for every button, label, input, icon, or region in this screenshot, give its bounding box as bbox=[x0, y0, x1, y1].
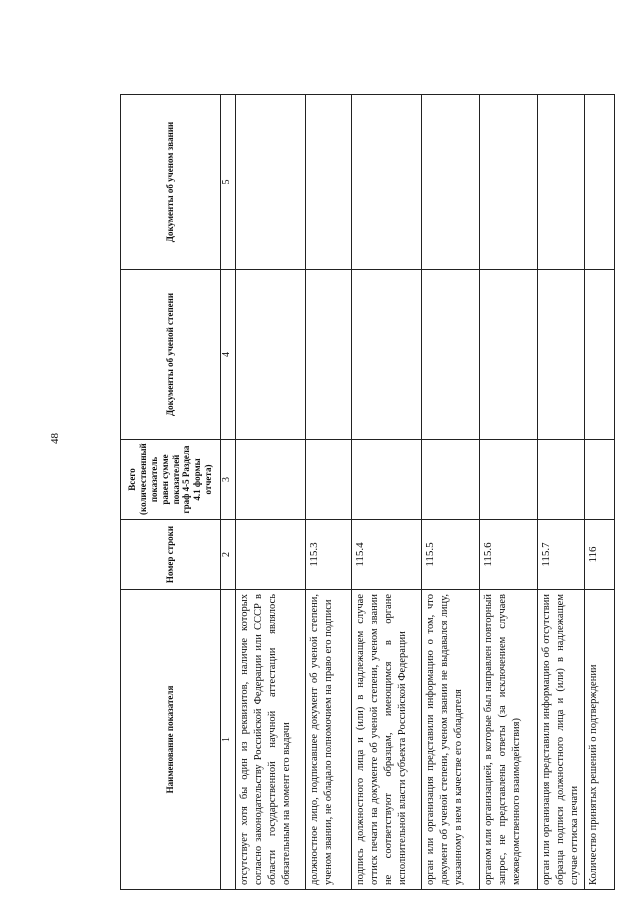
row-degree-cell bbox=[538, 270, 585, 440]
header-degree-documents: Документы об ученой степени bbox=[121, 270, 221, 440]
row-indicator-name: орган или организация представили информацию о том, что документ об ученой степени, ученом звании не выдавался лицу, указанному в нем в качестве его обладателя bbox=[422, 590, 480, 890]
row-total-cell bbox=[584, 440, 614, 520]
row-line-number bbox=[236, 520, 306, 590]
column-number: 3 bbox=[221, 440, 236, 520]
row-degree-cell bbox=[422, 270, 480, 440]
row-line-number: 116 bbox=[584, 520, 614, 590]
row-total-cell bbox=[480, 440, 538, 520]
row-total-cell bbox=[352, 440, 422, 520]
row-total-cell bbox=[422, 440, 480, 520]
row-degree-cell bbox=[584, 270, 614, 440]
row-indicator-name: органом или организацией, в которые был направлен повторный запрос, не представлены ответы (за исключением случаев межведомственного взаимодействия) bbox=[480, 590, 538, 890]
row-line-number: 115.5 bbox=[422, 520, 480, 590]
row-line-number: 115.4 bbox=[352, 520, 422, 590]
row-title-cell bbox=[422, 95, 480, 270]
row-title-cell bbox=[584, 95, 614, 270]
table-row bbox=[538, 95, 585, 890]
row-indicator-name: отсутствует хотя бы один из реквизитов, наличие которых согласно законодательству Российской Федерации или СССР в области государственной научной аттестации являлось обязательным на момент его выдачи bbox=[236, 590, 306, 890]
row-degree-cell bbox=[236, 270, 306, 440]
header-total: Всего (количественный показатель равен сумме показателей граф 4-5 Раздела 4.1 формы отчета) bbox=[121, 440, 221, 520]
page-number: 48 bbox=[49, 433, 61, 444]
table-row bbox=[306, 95, 352, 890]
row-title-cell bbox=[352, 95, 422, 270]
row-indicator-name: должностное лицо, подписавшее документ об ученой степени, ученом звании, не обладало полномочием на право его подписи bbox=[306, 590, 352, 890]
row-title-cell bbox=[538, 95, 585, 270]
row-degree-cell bbox=[480, 270, 538, 440]
header-line-number: Номер строки bbox=[121, 520, 221, 590]
row-indicator-name: орган или организация представили информацию об отсутствии образца подписи должностного лица и (или) в надлежащем случае оттиска печати bbox=[538, 590, 585, 890]
column-number: 2 bbox=[221, 520, 236, 590]
row-degree-cell bbox=[352, 270, 422, 440]
indicator-table bbox=[120, 94, 615, 890]
row-title-cell bbox=[306, 95, 352, 270]
header-indicator-name: Наименование показателя bbox=[121, 590, 221, 890]
row-line-number: 115.3 bbox=[306, 520, 352, 590]
row-total-cell bbox=[538, 440, 585, 520]
header-row bbox=[121, 95, 221, 890]
row-line-number: 115.7 bbox=[538, 520, 585, 590]
row-total-cell bbox=[306, 440, 352, 520]
rotated-table-container bbox=[120, 95, 615, 890]
table-row bbox=[236, 95, 306, 890]
column-number: 1 bbox=[221, 590, 236, 890]
column-number: 4 bbox=[221, 270, 236, 440]
table-row bbox=[352, 95, 422, 890]
header-title-documents: Документы об ученом звании bbox=[121, 95, 221, 270]
row-line-number: 115.6 bbox=[480, 520, 538, 590]
table-row bbox=[422, 95, 480, 890]
table-row bbox=[584, 95, 614, 890]
row-title-cell bbox=[480, 95, 538, 270]
table-row bbox=[480, 95, 538, 890]
row-indicator-name: Количество принятых решений о подтверждении bbox=[584, 590, 614, 890]
row-total-cell bbox=[236, 440, 306, 520]
row-indicator-name: подпись должностного лица и (или) в надлежащем случае оттиск печати на документе об ученой степени, ученом звании не соответствуют образцам, имеющимся в органе исполнительной власти субъекта Российской Федерации bbox=[352, 590, 422, 890]
column-number-row bbox=[221, 95, 236, 890]
column-number: 5 bbox=[221, 95, 236, 270]
row-degree-cell bbox=[306, 270, 352, 440]
row-title-cell bbox=[236, 95, 306, 270]
